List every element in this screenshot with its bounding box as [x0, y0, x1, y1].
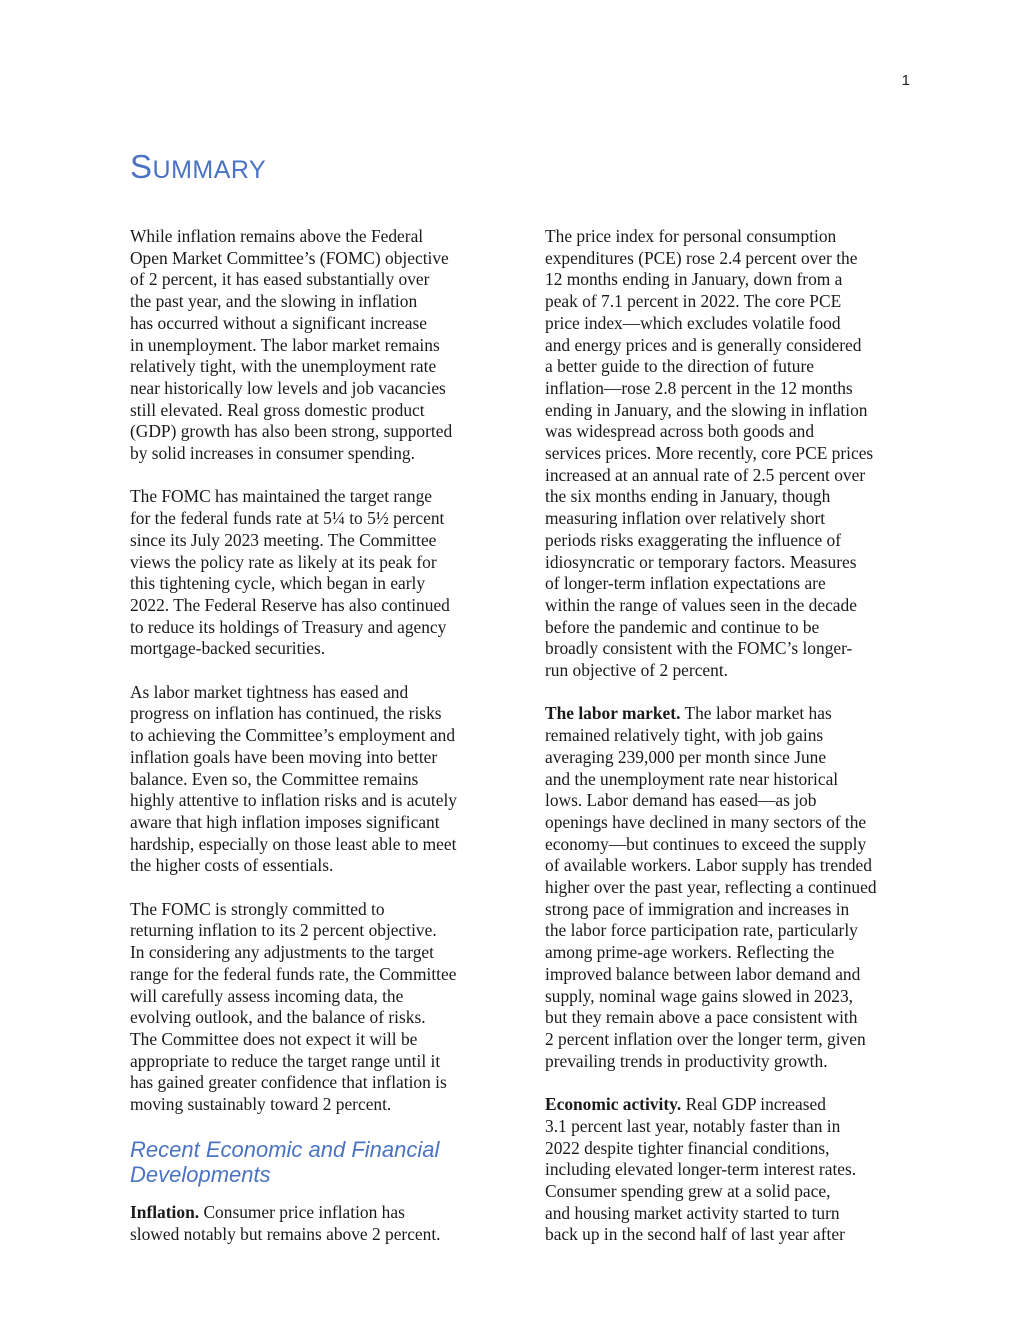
text-line: run objective of 2 percent. — [545, 660, 729, 681]
text-line: the labor force participation rate, particularly — [545, 920, 858, 941]
text-line: mortgage-backed securities. — [130, 638, 326, 659]
text-line: and the unemployment rate near historical — [545, 768, 839, 789]
left-column — [130, 226, 496, 1246]
text-line: since its July 2023 meeting. The Committee — [130, 529, 437, 550]
text-line: 2022. The Federal Reserve has also continued — [130, 594, 450, 615]
text-line: expenditures (PCE) rose 2.4 percent over the — [545, 247, 858, 268]
text-line: views the policy rate as likely at its peak for — [130, 551, 437, 572]
text-line: Open Market Committee’s (FOMC) objective — [130, 247, 449, 268]
text-line: The FOMC has maintained the target range — [130, 486, 433, 507]
paragraph-lead: Inflation. — [130, 1202, 200, 1223]
text-line: but they remain above a pace consistent with — [545, 1007, 858, 1028]
text-line: idiosyncratic or temporary factors. Measures — [545, 551, 857, 572]
text-line: the higher costs of essentials. — [130, 855, 334, 876]
text-line: Consumer spending grew at a solid pace, — [545, 1180, 831, 1201]
text-line: relatively tight, with the unemployment rate — [130, 356, 437, 377]
text-line: The Committee does not expect it will be — [130, 1028, 418, 1049]
text-line: of longer-term inflation expectations are — [545, 573, 826, 594]
text-line: supply, nominal wage gains slowed in 2023, — [545, 985, 854, 1006]
text-line: 3.1 percent last year, notably faster than in — [545, 1115, 841, 1136]
text-line: a better guide to the direction of future — [545, 356, 814, 377]
text-line: lows. Labor demand has eased—as job — [545, 790, 817, 811]
text-line: improved balance between labor demand and — [545, 963, 861, 984]
text-line: services prices. More recently, core PCE prices — [545, 443, 874, 464]
text-line: averaging 239,000 per month since June — [545, 746, 827, 767]
paragraph-labor-market — [545, 703, 913, 1072]
text-line: Recent Economic and Financial — [130, 1137, 440, 1163]
text-line: strong pace of immigration and increases in — [545, 898, 850, 919]
text-line: As labor market tightness has eased and — [130, 681, 409, 702]
text-line: near historically low levels and job vacancies — [130, 377, 446, 398]
text-line: this tightening cycle, which began in early — [130, 573, 426, 594]
paragraph — [545, 226, 913, 682]
paragraph-rest — [130, 1224, 496, 1246]
section-heading — [130, 1137, 496, 1187]
text-line: to achieving the Committee’s employment and — [130, 725, 456, 746]
text-line: appropriate to reduce the target range until it — [130, 1050, 441, 1071]
text-line: and housing market activity started to turn — [545, 1202, 840, 1223]
paragraph-rest — [545, 725, 913, 1072]
text-line: before the pandemic and continue to be — [545, 616, 820, 637]
text-line: will carefully assess incoming data, the — [130, 985, 404, 1006]
text-line: inflation—rose 2.8 percent in the 12 months — [545, 377, 853, 398]
paragraph-inflation — [130, 1202, 496, 1245]
text-line: remained relatively tight, with job gains — [545, 725, 824, 746]
text-line: for the federal funds rate at 5¼ to 5½ percent — [130, 508, 445, 529]
page-title — [130, 148, 266, 186]
text-line: and energy prices and is generally considered — [545, 334, 862, 355]
title-initial: S — [130, 148, 153, 185]
text-line: progress on inflation has continued, the risks — [130, 703, 442, 724]
paragraph-lead: Economic activity. — [545, 1094, 682, 1115]
text-line: of 2 percent, it has eased substantially over — [130, 269, 430, 290]
paragraph-text: Consumer price inflation has — [199, 1202, 405, 1223]
text-line: The price index for personal consumption — [545, 226, 837, 246]
text-line: openings have declined in many sectors of the — [545, 811, 867, 832]
paragraph — [130, 899, 496, 1116]
text-line: periods risks exaggerating the influence of — [545, 529, 842, 550]
text-line: was widespread across both goods and — [545, 421, 815, 442]
text-line: (GDP) growth has also been strong, supported — [130, 421, 453, 442]
paragraph-rest — [545, 1116, 913, 1246]
text-line: by solid increases in consumer spending. — [130, 443, 415, 464]
text-line: The FOMC is strongly committed to — [130, 898, 385, 919]
text-line: While inflation remains above the Federal — [130, 226, 424, 246]
text-line: In considering any adjustments to the target — [130, 942, 434, 963]
text-line: has occurred without a significant increase — [130, 312, 427, 333]
text-line: range for the federal funds rate, the Committee — [130, 963, 457, 984]
text-line: returning inflation to its 2 percent objective. — [130, 920, 437, 941]
paragraph-line — [545, 1094, 913, 1116]
text-line: including elevated longer-term interest rates. — [545, 1159, 857, 1180]
text-line: increased at an annual rate of 2.5 percent over — [545, 464, 866, 485]
text-line: price index—which excludes volatile food — [545, 312, 841, 333]
text-line: back up in the second half of last year after — [545, 1224, 845, 1245]
text-line: highly attentive to inflation risks and is acutely — [130, 790, 457, 811]
paragraph-line — [545, 703, 913, 725]
text-line: measuring inflation over relatively short — [545, 508, 826, 529]
text-line: ending in January, and the slowing in inflation — [545, 399, 868, 420]
text-line: Developments — [130, 1162, 271, 1188]
text-line: in unemployment. The labor market remains — [130, 334, 440, 355]
text-line: still elevated. Real gross domestic product — [130, 399, 425, 420]
text-line: balance. Even so, the Committee remains — [130, 768, 419, 789]
text-line: hardship, especially on those least able to meet — [130, 833, 457, 854]
text-line: the six months ending in January, though — [545, 486, 831, 507]
text-line: of available workers. Labor supply has trended — [545, 855, 872, 876]
paragraph-text: The labor market has — [680, 703, 832, 724]
text-line: inflation goals have been moving into better — [130, 746, 438, 767]
text-line: evolving outlook, and the balance of risks. — [130, 1007, 426, 1028]
text-line: higher over the past year, reflecting a continued — [545, 877, 877, 898]
text-line: economy—but continues to exceed the supply — [545, 833, 867, 854]
page-number: 1 — [901, 72, 910, 89]
text-line: 2022 despite tighter financial conditions, — [545, 1137, 830, 1158]
text-line: prevailing trends in productivity growth. — [545, 1050, 828, 1071]
text-line: 12 months ending in January, down from a — [545, 269, 843, 290]
text-line: to reduce its holdings of Treasury and agency — [130, 616, 447, 637]
text-line: broadly consistent with the FOMC’s longer- — [545, 638, 853, 659]
text-line: 2 percent inflation over the longer term, given — [545, 1029, 866, 1049]
text-line: the past year, and the slowing in inflation — [130, 291, 418, 312]
paragraph-lead: The labor market. — [545, 703, 681, 724]
paragraph — [130, 226, 496, 465]
text-line: aware that high inflation imposes significant — [130, 811, 440, 832]
paragraph — [130, 682, 496, 877]
title-rest: UMMARY — [152, 156, 267, 184]
text-line: moving sustainably toward 2 percent. — [130, 1094, 392, 1115]
text-line: has gained greater confidence that inflation is — [130, 1072, 447, 1093]
text-line: slowed notably but remains above 2 percent. — [130, 1224, 441, 1245]
text-line: within the range of values seen in the decade — [545, 594, 857, 615]
paragraph-economic-activity — [545, 1094, 913, 1246]
paragraph-line — [130, 1202, 496, 1224]
right-column — [545, 226, 913, 1246]
paragraph-text: Real GDP increased — [681, 1094, 826, 1115]
text-line: peak of 7.1 percent in 2022. The core PCE — [545, 291, 842, 312]
paragraph — [130, 486, 496, 660]
text-line: among prime-age workers. Reflecting the — [545, 942, 835, 963]
